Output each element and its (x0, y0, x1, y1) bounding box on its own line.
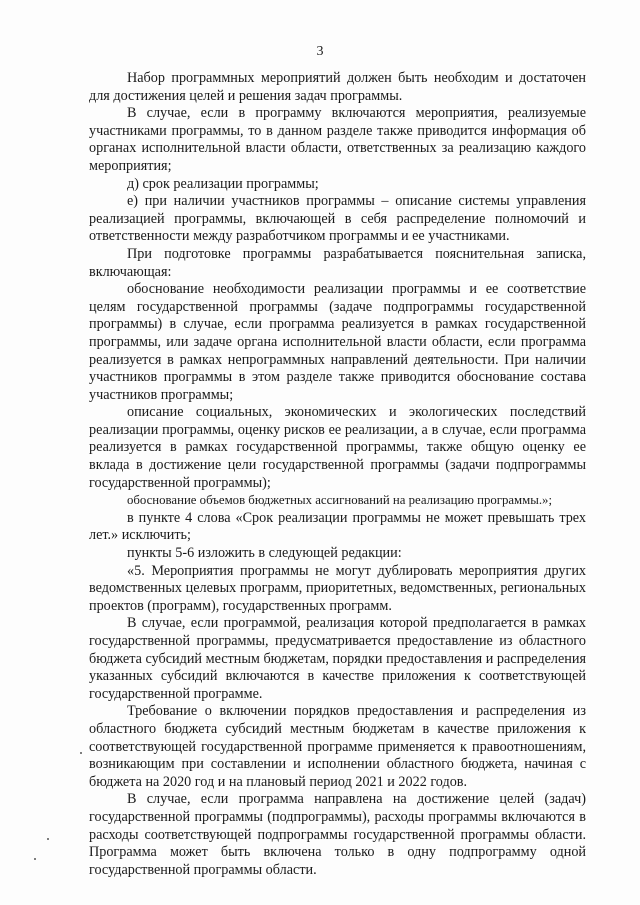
paragraph: В случае, если в программу включаются мероприятия, реализуемые участниками программы, то в данном разделе также приводится информация об органах исполнительной власти области, ответственных за реализацию каждого мероприятия; (89, 105, 586, 174)
paragraph: е) при наличии участников программы – описание системы управления реализацией программы, включающей в себя распределение полномочий и ответственности между разработчиком программы и ее участниками. (89, 193, 586, 245)
paragraph: обоснование объемов бюджетных ассигнований на реализацию программы.»; (127, 493, 553, 508)
scan-speck (80, 752, 82, 754)
paragraph: В случае, если программа направлена на достижение целей (задач) государственной программы (подпрограммы), расходы программы включаются в расходы соответствующей подпрограммы государственной программы области. Программа может быть включена только в одну подпрограмму одной государственной программы области. (89, 791, 586, 878)
paragraph: При подготовке программы разрабатывается пояснительная записка, включающая: (89, 245, 586, 280)
paragraph: Набор программных мероприятий должен быть необходим и достаточен для достижения целей и решения задач программы. (89, 70, 586, 104)
document-body (89, 70, 586, 879)
paragraph: В случае, если программой, реализация которой предполагается в рамках государственной программы, предусматривается предоставление из областного бюджета субсидий местным бюджетам, порядки предоставления и распределения указанных субсидий включаются в качестве приложения к соответствующей государственной программе. (89, 615, 586, 702)
paragraph: д) срок реализации программы; (127, 175, 319, 192)
scan-speck (47, 838, 49, 840)
page-number: 3 (316, 44, 324, 59)
paragraph: обоснование необходимости реализации программы и ее соответствие целям государственной программы (задаче подпрограммы государственной программы) в случае, если программа реализуется в рамках государственной программы, или задаче органа исполнительной власти области, если программа реализуется в рамках непрограммных направлений деятельности. При наличии участников программы в этом разделе также приводится обоснование состава участников программы; (89, 281, 586, 403)
paragraph: Требование о включении порядков предоставления и распределения из областного бюджета субсидий местным бюджетам в качестве приложения к соответствующей государственной программе применяется к правоотношениям, возникающим при составлении и исполнении областного бюджета, начиная с бюджета на 2020 год и на плановый период 2021 и 2022 годов. (89, 703, 586, 790)
paragraph: «5. Мероприятия программы не могут дублировать мероприятия других ведомственных целевых программ, приоритетных, ведомственных, региональных проектов (программ), государственных программ. (89, 562, 586, 614)
scan-speck (34, 858, 36, 860)
paragraph: описание социальных, экономических и экологических последствий реализации программы, оценку рисков ее реализации, а в случае, если программа реализуется в рамках государственной программы, также общую оценку ее вклада в достижение цели государственной программы (задачи подпрограммы государственной программы); (89, 404, 586, 491)
paragraph: пункты 5-6 изложить в следующей редакции: (127, 545, 402, 562)
paragraph: в пункте 4 слова «Срок реализации программы не может превышать трех лет.» исключить; (89, 509, 586, 544)
